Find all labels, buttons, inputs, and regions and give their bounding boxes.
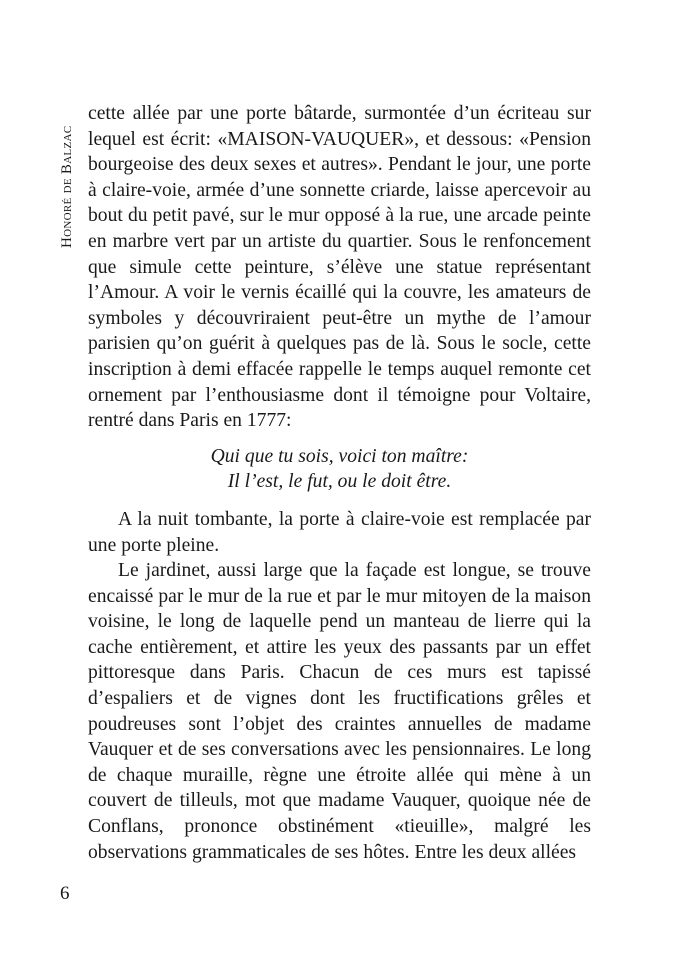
running-header — [57, 88, 77, 248]
paragraph-3: Le jardinet, aussi large que la façade est longue, se trouve encaissé par le mur de la rue et par le mur mitoyen de la maison voisine, le long de laquelle pend un manteau de lierre qui la cache entièrement, et attire les yeux des passants par un effet pittoresque dans Paris. Chacun de ces murs est tapissé d’espaliers et de vignes dont les fructifications grêles et poudreuses sont l’objet des craintes annuelles de madame Vauquer et de ses conversations avec les pensionnaires. Le long de chaque muraille, règne une étroite allée qui mène à un couvert de tilleuls, mot que madame Vauquer, quoique née de Conflans, prononce obstinément «tieuille», malgré les observations grammaticales de ses hôtes. Entre les deux allées — [88, 560, 591, 863]
paragraph-2: A la nuit tombante, la porte à claire-voie est remplacée par une porte pleine. — [88, 508, 591, 556]
page-number: 6 — [60, 883, 70, 904]
body-text — [88, 101, 591, 865]
running-header-title: Honoré de Balzac — [59, 125, 75, 248]
verse-quote — [88, 444, 591, 495]
verse-line-2: Il l’est, le fut, ou le doit être. — [227, 471, 452, 493]
paragraph-1: cette allée par une porte bâtarde, surmontée d’un écriteau sur lequel est écrit: «MAISON-VAUQUER», et dessous: «Pension bourgeoise des deux sexes et autres». Pendant le jour, une porte à claire-voie, armée d’une sonnette criarde, laisse apercevoir au bout du petit pavé, sur le mur opposé à la rue, une arcade peinte en marbre vert par un artiste du quartier. Sous le renfoncement que simule cette peinture, s’élève une statue représentant l’Amour. A voir le vernis écaillé qui la couvre, les amateurs de symboles y découvriraient peut-être un mythe de l’amour parisien qu’on guérit à quelques pas de là. Sous le socle, cette inscription à demi effacée rappelle le temps auquel remonte cet ornement par l’enthousiasme dont il témoigne pour Voltaire, rentré dans Paris en 1777: — [88, 103, 591, 432]
verse-line-1: Qui que tu sois, voici ton maître: — [210, 445, 469, 467]
